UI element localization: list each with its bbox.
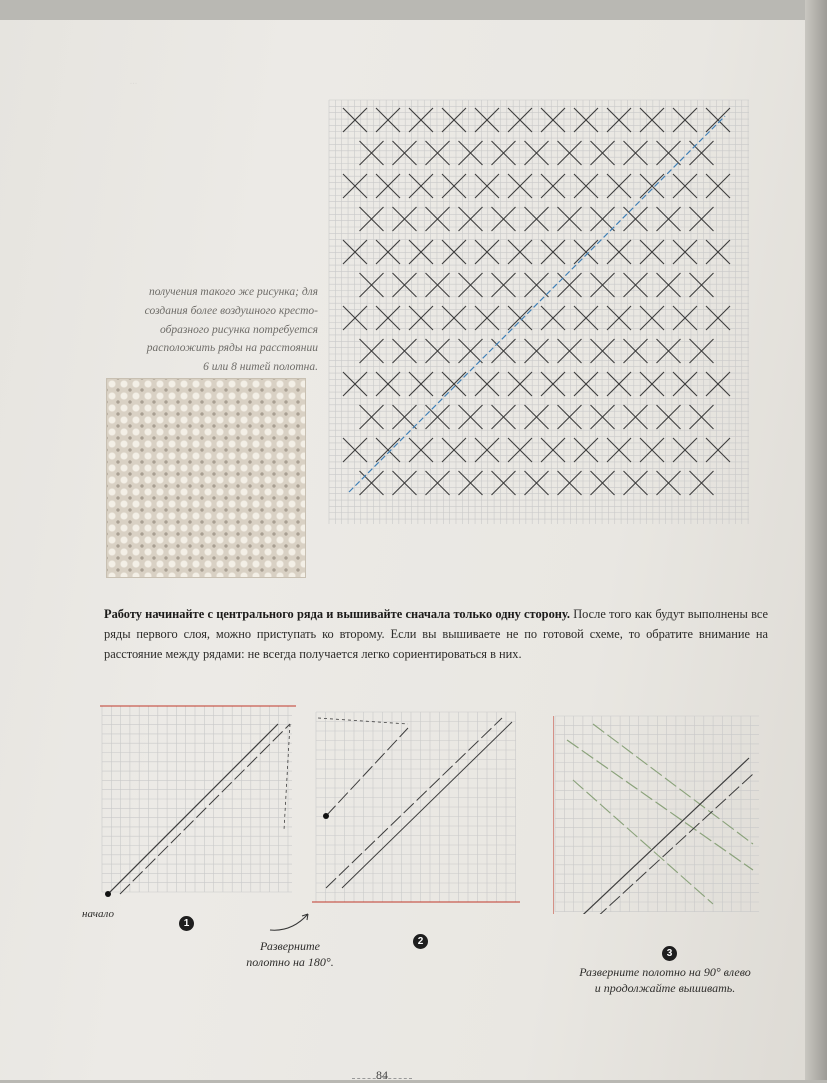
sidebar-line: образного рисунка потребуется [160,323,318,336]
step-2-caption-line1: Разверните [259,939,321,953]
step-1-number: 1 [179,916,194,931]
page-number: 84 [376,1068,388,1082]
step-2-caption-line2: полотно на 180°. [246,955,334,969]
instruction-rest: После того как будут выполнены все ряды первого слоя, можно приступать ко второму. Если вы вышиваете не по готовой схеме, то обратите внимание на расстояние между рядами: не всегда получается легко сориентироваться в них. [104,607,768,661]
instruction-paragraph [104,604,768,664]
step-3-caption-line2: и продолжайте вышивать. [594,981,736,995]
sidebar-text [118,116,318,376]
step-3-diagram [553,694,763,914]
sidebar-line: получения такого же рисунка; для [148,286,318,299]
page-edge [805,0,827,1080]
faded-heading: ... [130,76,138,87]
cross-stitch-chart [327,98,753,528]
sidebar-line: создания более воздушного кресто- [144,304,318,317]
start-label: начало [82,908,114,920]
sidebar-line: 6 или 8 нитей полотна. [203,360,318,373]
book-page [0,20,820,1080]
instruction-bold: Работу начинайте с центрального ряда и вышивайте сначала только одну сторону. [104,607,570,621]
step-3-number: 3 [662,946,677,961]
step-3-caption [558,964,772,996]
step-3-caption-line1: Разверните полотно на 90° влево [579,965,751,979]
fabric-photo [106,378,306,578]
step-1-diagram [100,680,296,900]
sidebar-line: расположить ряды на расстоянии [146,342,318,355]
step-2-number: 2 [413,934,428,949]
step-2-caption [230,938,350,970]
step-2-diagram [312,688,520,904]
rotate-arrow-icon [262,900,322,940]
